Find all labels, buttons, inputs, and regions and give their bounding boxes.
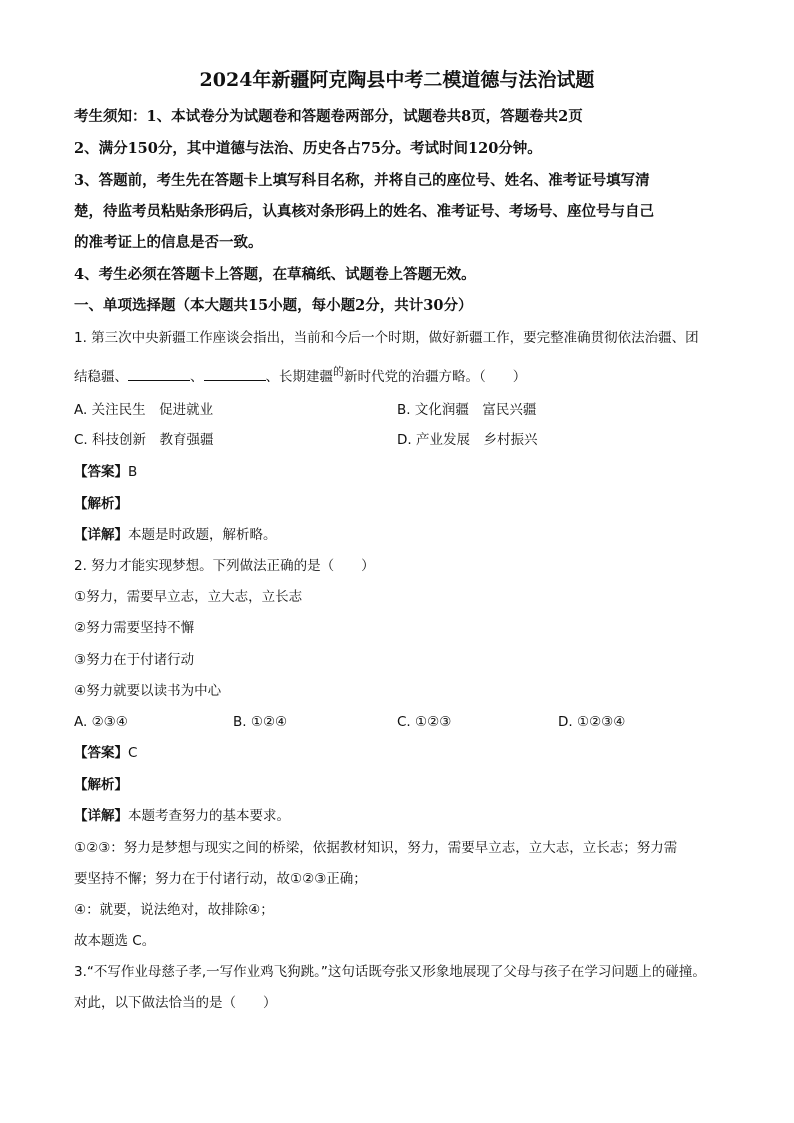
q1-answer-value: B xyxy=(128,464,138,480)
q2-answer xyxy=(74,743,734,763)
q1-stem-superscript: 的 xyxy=(333,365,344,378)
q3-stem-line-1: 3.“不写作业母慈子孝,一写作业鸡飞狗跳。”这句话既夸张又形象地展现了父母与孩子在学习问题上的碰撞。 xyxy=(74,964,706,980)
notice-line-2: 2、满分150分，其中道德与法治、历史各占75分。考试时间120分钟。 xyxy=(74,140,542,157)
q2-explanation-line-3: ④：就要，说法绝对，故排除④； xyxy=(74,902,274,918)
q2-statement-1: ①努力，需要早立志，立大志，立长志 xyxy=(74,589,303,605)
q2-statement-2: ②努力需要坚持不懈 xyxy=(74,620,195,636)
q2-analysis-tag: 【解析】 xyxy=(74,777,128,793)
q2-option-c: C. ①②③ xyxy=(397,714,452,730)
q2-explanation-line-1: ①②③：努力是梦想与现实之间的桥梁，依据教材知识，努力，需要早立志，立大志，立长志；努力需 xyxy=(74,840,678,856)
q1-stem-part-c: 、长期建疆 xyxy=(265,369,333,385)
q1-stem-part-b: 、 xyxy=(190,369,204,385)
q2-answer-tag: 【答案】 xyxy=(74,745,128,761)
notice-line-1: 考生须知：1、本试卷分为试题卷和答题卷两部分，试题卷共8页，答题卷共2页 xyxy=(74,108,583,125)
q2-explanation-line-2: 要坚持不懈；努力在于付诸行动，故①②③正确； xyxy=(74,871,367,887)
q2-explanation-line-4: 故本题选 C。 xyxy=(74,933,156,949)
q2-statement-3: ③努力在于付诸行动 xyxy=(74,652,195,668)
q1-answer xyxy=(74,462,734,482)
q2-detail-text: 本题考查努力的基本要求。 xyxy=(128,808,290,824)
q1-answer-tag: 【答案】 xyxy=(74,464,128,480)
q2-analysis xyxy=(74,775,734,795)
q1-stem-line-1: 1. 第三次中央新疆工作座谈会指出，当前和今后一个时期，做好新疆工作，要完整准确贯彻依法治疆、团 xyxy=(74,330,699,346)
notice-line-4: 楚，待监考员粘贴条形码后，认真核对条形码上的姓名、准考证号、考场号、座位号与自己 xyxy=(74,203,654,220)
q1-detail xyxy=(74,525,734,545)
q1-stem-part-d: 新时代党的治疆方略。（ ） xyxy=(344,369,527,385)
q2-option-d: D. ①②③④ xyxy=(558,714,626,730)
page-title: 2024年新疆阿克陶县中考二模道德与法治试题 xyxy=(199,69,595,91)
q1-stem-line-2 xyxy=(74,366,734,388)
q2-stem: 2. 努力才能实现梦想。下列做法正确的是（ ） xyxy=(74,558,375,574)
q1-option-c: C. 科技创新 教育强疆 xyxy=(74,432,214,448)
q1-detail-text: 本题是时政题，解析略。 xyxy=(128,527,277,543)
q1-blank-2 xyxy=(204,366,266,381)
q2-statement-4: ④努力就要以读书为中心 xyxy=(74,683,222,699)
q2-detail-tag: 【详解】 xyxy=(74,808,128,824)
q2-detail xyxy=(74,806,734,826)
q1-option-a: A. 关注民生 促进就业 xyxy=(74,402,214,418)
section-heading: 一、单项选择题（本大题共15小题，每小题2分，共计30分） xyxy=(74,297,473,314)
notice-line-5: 的准考证上的信息是否一致。 xyxy=(74,234,263,251)
q2-answer-value: C xyxy=(128,745,138,761)
notice-line-6: 4、考生必须在答题卡上答题，在草稿纸、试题卷上答题无效。 xyxy=(74,266,476,283)
q2-option-a: A. ②③④ xyxy=(74,714,128,730)
q1-blank-1 xyxy=(128,366,190,381)
notice-line-3: 3、答题前，考生先在答题卡上填写科目名称，并将自己的座位号、姓名、准考证号填写清 xyxy=(74,172,650,189)
q1-detail-tag: 【详解】 xyxy=(74,527,128,543)
q1-option-d: D. 产业发展 乡村振兴 xyxy=(397,432,538,448)
q3-stem-line-2: 对此，以下做法恰当的是（ ） xyxy=(74,995,277,1011)
q2-option-b: B. ①②④ xyxy=(233,714,288,730)
q1-option-b: B. 文化润疆 富民兴疆 xyxy=(397,402,537,418)
q1-analysis-tag: 【解析】 xyxy=(74,496,128,512)
q1-stem-part-a: 结稳疆、 xyxy=(74,369,128,385)
q1-analysis xyxy=(74,494,734,514)
